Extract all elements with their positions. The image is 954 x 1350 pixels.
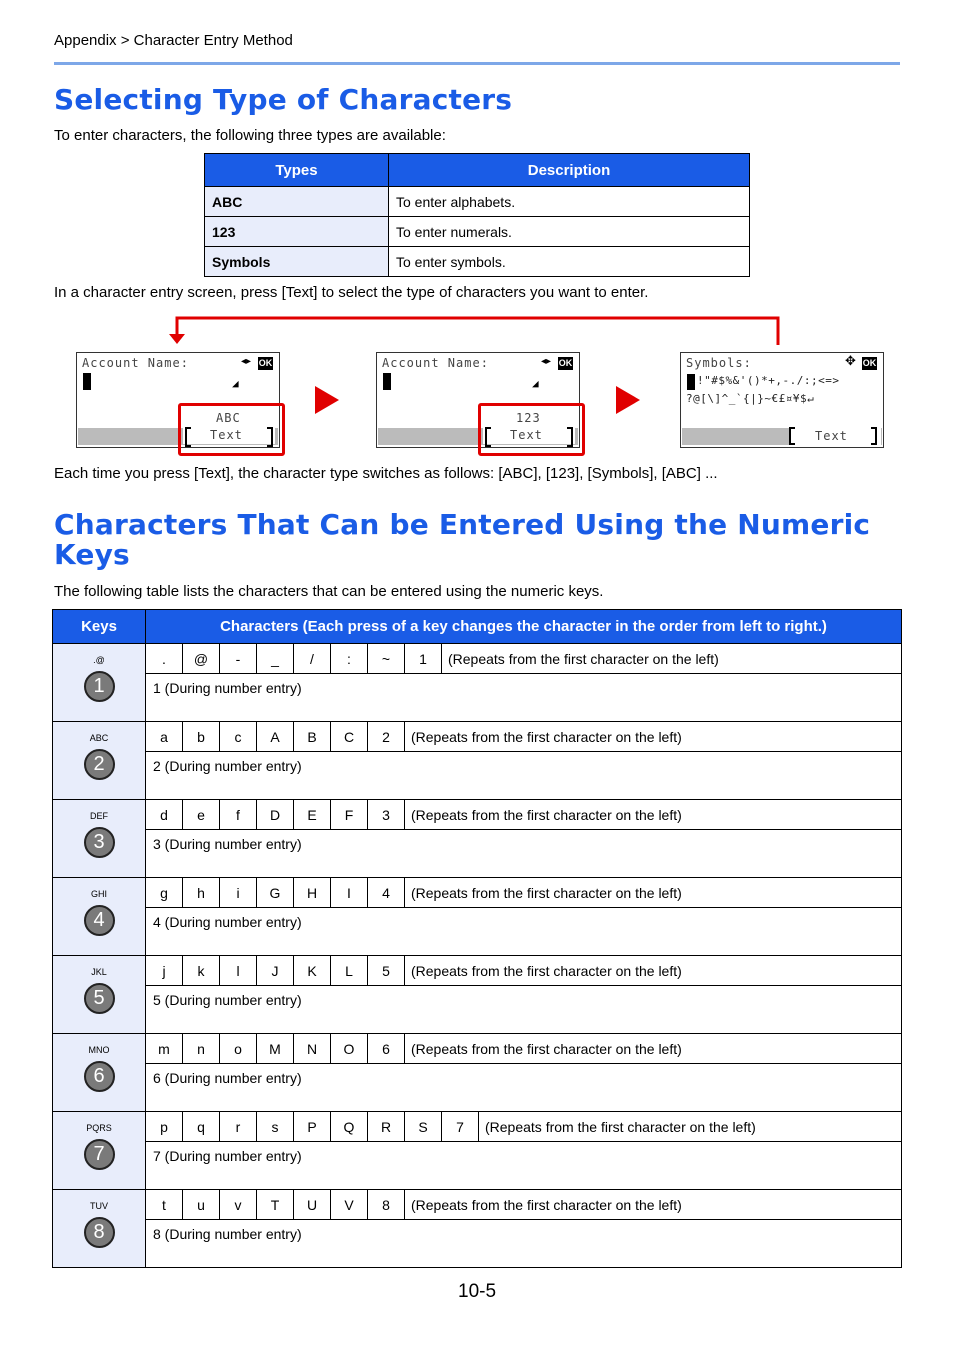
table-row [53,644,902,674]
number-entry-cell: 2 (During number entry) [146,752,902,800]
key-cell-4 [53,878,146,956]
key-cell-7 [53,1112,146,1190]
character-types-table [204,153,750,277]
header-rule [54,62,900,65]
soft-key-label: Text [815,429,848,443]
types-intro: To enter characters, the following three types are available: [54,127,446,144]
numeric-keys-intro: The following table lists the characters that can be entered using the numeric keys. [54,583,604,600]
number-entry-cell: 6 (During number entry) [146,1064,902,1112]
repeat-note: (Repeats from the first character on the left) [442,644,902,674]
character-cell: T [257,1190,294,1220]
type-cell: ABC [205,187,389,217]
character-cell: 4 [368,878,405,908]
character-cell: p [146,1112,183,1142]
highlight-text-key [178,403,285,456]
cursor-move-icon: ◂▸ [541,356,552,367]
table-row [53,1142,902,1190]
key-cell-5 [53,956,146,1034]
keys-header: Keys [53,610,146,644]
next-step-arrow-icon [616,386,640,414]
character-cell: P [294,1112,331,1142]
description-header: Description [389,154,750,187]
breadcrumb: Appendix > Character Entry Method [54,32,293,49]
table-row [53,986,902,1034]
character-cell: 5 [368,956,405,986]
table-row [53,1220,902,1268]
table-row [205,187,750,217]
character-cell: b [183,722,220,752]
mode-label: 123 [516,411,541,425]
character-cell: C [331,722,368,752]
repeat-note: (Repeats from the first character on the left) [405,1034,902,1064]
character-cell: A [257,722,294,752]
table-row [53,722,902,752]
table-row [53,674,902,722]
screen-label: Account Name: [82,356,189,370]
character-cell: L [331,956,368,986]
character-cell: 3 [368,800,405,830]
repeat-note: (Repeats from the first character on the left) [405,956,902,986]
next-step-arrow-icon [315,386,339,414]
number-entry-cell: 7 (During number entry) [146,1142,902,1190]
character-cell: E [294,800,331,830]
repeat-note: (Repeats from the first character on the left) [405,722,902,752]
key-cell-2 [53,722,146,800]
character-cell: D [257,800,294,830]
table-row [53,1190,902,1220]
table-row [53,1112,902,1142]
character-cell: g [146,878,183,908]
key-cell-6 [53,1034,146,1112]
character-cell: G [257,878,294,908]
repeat-note: (Repeats from the first character on the left) [405,1190,902,1220]
character-cell: s [257,1112,294,1142]
character-cell: k [183,956,220,986]
number-entry-cell: 1 (During number entry) [146,674,902,722]
key-letters-label: GHI [90,889,107,899]
key-cell-1 [53,644,146,722]
character-cell: B [294,722,331,752]
screen-label: Account Name: [382,356,489,370]
character-cell: 7 [442,1112,479,1142]
character-cell: / [294,644,331,674]
key-letters-label: JKL [91,967,107,977]
input-marker-icon: ◢ [232,377,239,390]
cycle-return-arrow [165,313,785,345]
character-cell: V [331,1190,368,1220]
text-key-instruction: In a character entry screen, press [Text] to select the type of characters you want to enter. [54,284,649,301]
soft-key-label: Text [210,428,243,442]
character-cell: @ [183,644,220,674]
table-row [53,908,902,956]
symbols-line-2: ?@[\]^_`{|}~€£¤¥$↵ [686,392,815,405]
key-letters-label: DEF [90,811,108,821]
character-cell: u [183,1190,220,1220]
key-letters-label: TUV [90,1201,108,1211]
character-cell: . [146,644,183,674]
numeric-key-8-icon: 8 [84,1217,115,1248]
type-cell: 123 [205,217,389,247]
table-row [53,878,902,908]
character-cell: I [331,878,368,908]
character-cell: H [294,878,331,908]
character-cell: M [257,1034,294,1064]
character-cell: e [183,800,220,830]
numeric-key-7-icon: 7 [84,1139,115,1170]
character-cell: 8 [368,1190,405,1220]
repeat-note: (Repeats from the first character on the left) [405,878,902,908]
symbols-line-1: !"#$%&'()*+,-./:;<=> [697,374,840,387]
text-cursor [83,373,91,390]
character-cell: c [220,722,257,752]
number-entry-cell: 4 (During number entry) [146,908,902,956]
cursor-move-4way-icon: ✥ [845,354,856,369]
types-header: Types [205,154,389,187]
lcd-screen-symbols [680,352,884,448]
character-cell: v [220,1190,257,1220]
mode-label: ABC [216,411,241,425]
character-cell: O [331,1034,368,1064]
text-cursor [383,373,391,390]
table-row [205,247,750,277]
character-cell: q [183,1112,220,1142]
table-row [53,752,902,800]
character-cell: r [220,1112,257,1142]
highlight-text-key [478,403,585,456]
table-row [53,1064,902,1112]
character-cell: j [146,956,183,986]
number-entry-cell: 8 (During number entry) [146,1220,902,1268]
table-row [53,800,902,830]
text-cursor [687,374,695,390]
section-title-numeric-keys [54,510,870,570]
section-title-character-types: Selecting Type of Characters [54,83,513,116]
character-cell: l [220,956,257,986]
character-cell: i [220,878,257,908]
numeric-key-1-icon: 1 [84,671,115,702]
key-cell-8 [53,1190,146,1268]
character-cell: f [220,800,257,830]
character-cell: 6 [368,1034,405,1064]
description-cell: To enter symbols. [389,247,750,277]
table-row [53,956,902,986]
character-cell: a [146,722,183,752]
numeric-key-6-icon: 6 [84,1061,115,1092]
key-cell-3 [53,800,146,878]
key-letters-label: .@ [93,655,105,665]
character-cell: 2 [368,722,405,752]
repeat-note: (Repeats from the first character on the left) [405,800,902,830]
character-cell: R [368,1112,405,1142]
description-cell: To enter alphabets. [389,187,750,217]
character-cell: 1 [405,644,442,674]
character-cell: U [294,1190,331,1220]
key-letters-label: PQRS [86,1123,112,1133]
character-cell: _ [257,644,294,674]
number-entry-cell: 5 (During number entry) [146,986,902,1034]
title-line: Keys [54,538,130,571]
table-row [53,1034,902,1064]
numeric-key-4-icon: 4 [84,905,115,936]
page-number: 10-5 [458,1281,497,1302]
numeric-key-3-icon: 3 [84,827,115,858]
ok-icon: OK [558,358,573,368]
number-entry-cell: 3 (During number entry) [146,830,902,878]
input-marker-icon: ◢ [532,377,539,390]
character-cell: Q [331,1112,368,1142]
character-cell: h [183,878,220,908]
character-cell: F [331,800,368,830]
character-cell: ~ [368,644,405,674]
bracket-right [871,427,877,445]
type-cell: Symbols [205,247,389,277]
ok-icon: OK [862,358,877,368]
description-cell: To enter numerals. [389,217,750,247]
numeric-key-5-icon: 5 [84,983,115,1014]
soft-key-text[interactable] [789,427,881,445]
table-row [205,217,750,247]
character-cell: J [257,956,294,986]
soft-key-label: Text [510,428,543,442]
key-letters-label: ABC [89,733,109,743]
character-cell: n [183,1034,220,1064]
numeric-keys-table [52,609,902,1268]
character-cell: t [146,1190,183,1220]
character-cell: d [146,800,183,830]
table-row [53,830,902,878]
cycle-note: Each time you press [Text], the character type switches as follows: [ABC], [123], [Symbols], [ABC] ... [54,465,718,482]
bracket-left [789,427,795,445]
repeat-note: (Repeats from the first character on the left) [479,1112,902,1142]
character-cell: K [294,956,331,986]
title-line: Characters That Can be Entered Using the Numeric [54,508,871,541]
character-cell: o [220,1034,257,1064]
character-cell: N [294,1034,331,1064]
characters-header: Characters (Each press of a key changes the character in the order from left to right.) [146,610,902,644]
cursor-move-icon: ◂▸ [241,356,252,367]
character-cell: - [220,644,257,674]
screen-label: Symbols: [686,356,752,370]
character-cell: m [146,1034,183,1064]
key-letters-label: MNO [88,1045,110,1055]
character-cell: : [331,644,368,674]
ok-icon: OK [258,358,273,368]
numeric-key-2-icon: 2 [84,749,115,780]
character-cell: S [405,1112,442,1142]
